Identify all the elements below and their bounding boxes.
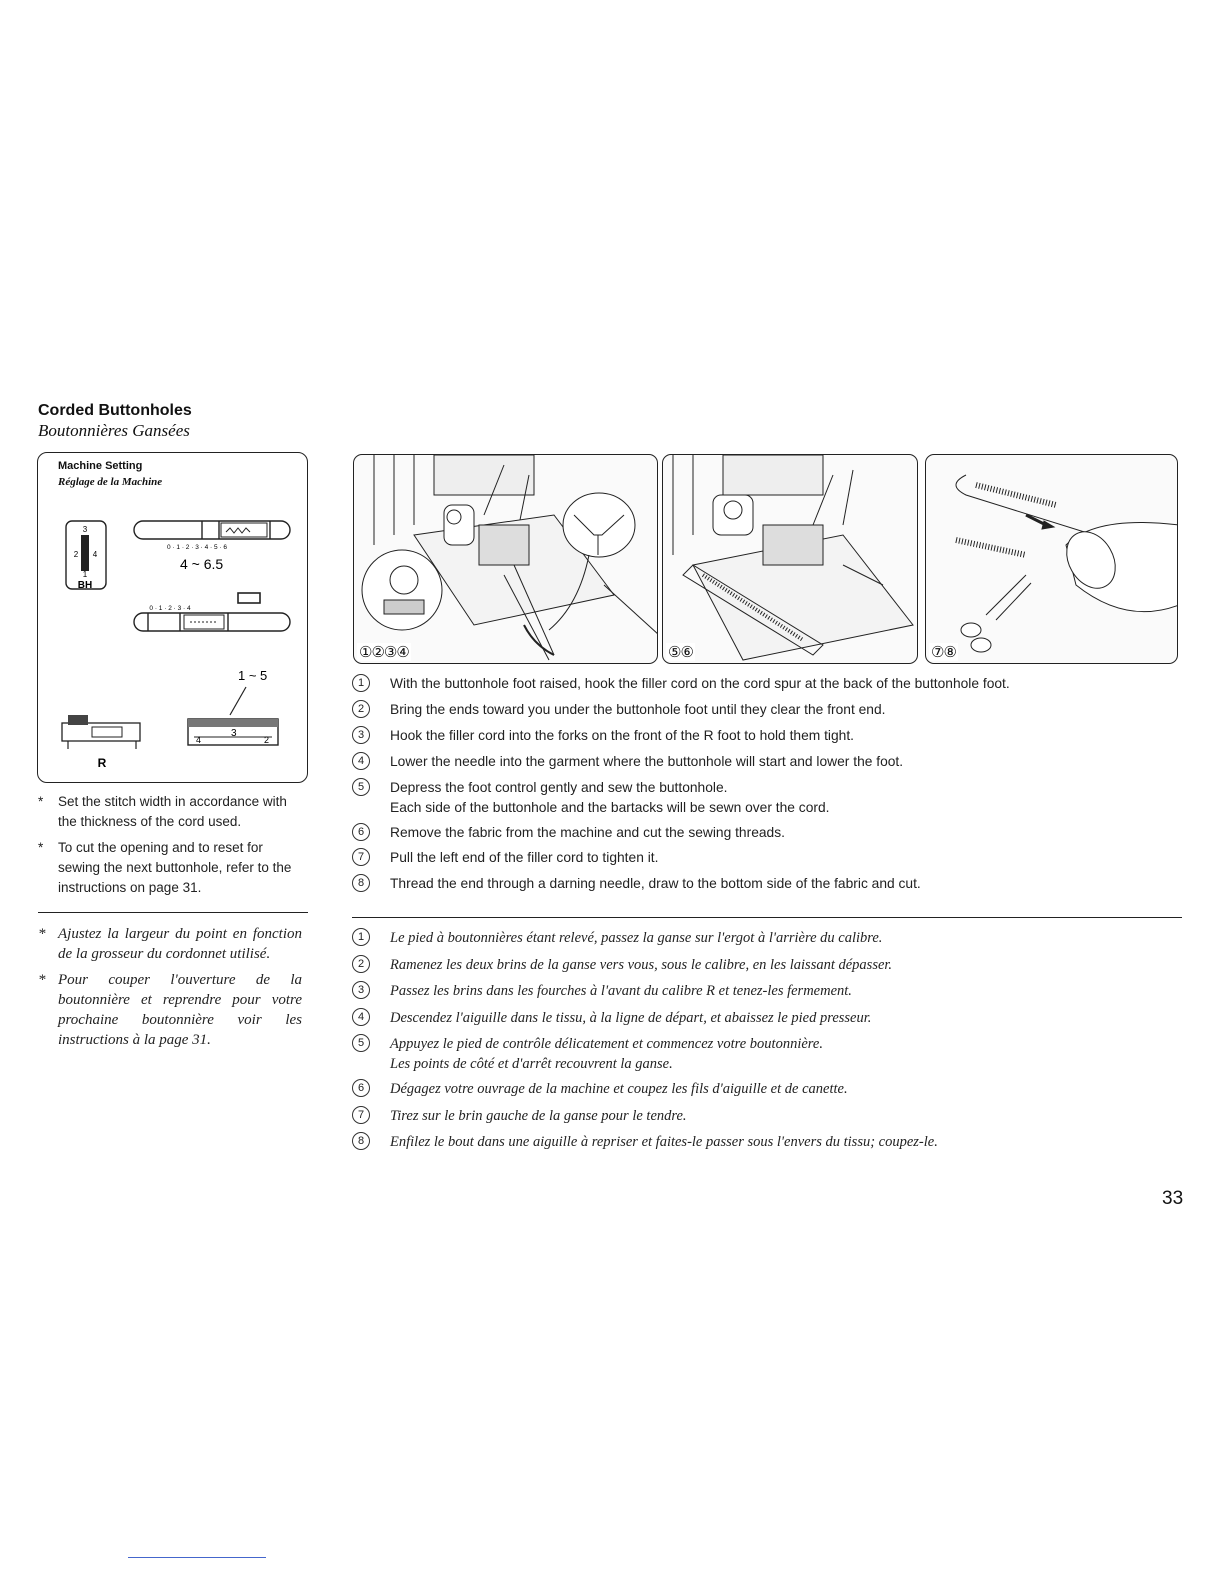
stitch-length-scale: 0 · 1 · 2 · 3 · 4 <box>149 605 191 612</box>
step-text: Thread the end through a darning needle, draw to the bottom side of the fabric and cut. <box>390 876 921 892</box>
buttonhole-symbol-icon <box>238 593 260 603</box>
note-item: * To cut the opening and to reset for sewing the next buttonhole, refer to the instructions on page 31. <box>38 838 308 898</box>
step-number: 7 <box>352 1106 370 1124</box>
step-text: Enfilez le bout dans une aiguille à repriser et faites-le passer sous l'envers du tissu; coupez-le. <box>390 1134 938 1150</box>
step-number: 5 <box>352 1034 370 1052</box>
illustration-steps-1-4 <box>353 454 658 664</box>
notes-english <box>38 792 308 904</box>
step-item <box>352 955 1182 982</box>
illustration-steps-5-6 <box>662 454 918 664</box>
step-item <box>352 778 1182 823</box>
dial-number-bottom: 1 <box>82 570 88 579</box>
tension-scale-4: 4 <box>196 735 202 745</box>
dial-number-top: 3 <box>82 525 88 534</box>
stitch-width-range: 4 ~ 6.5 <box>180 556 224 572</box>
step-number: 3 <box>352 726 370 744</box>
step-text: Dégagez votre ouvrage de la machine et coupez les fils d'aiguille et de canette. <box>390 1081 848 1097</box>
step-item <box>352 726 1182 752</box>
page-number: 33 <box>1162 1188 1184 1209</box>
step-item <box>352 700 1182 726</box>
section-title-french: Boutonnières Gansées <box>38 421 190 440</box>
stitch-width-scale: 0 · 1 · 2 · 3 · 4 · 5 · 6 <box>167 544 227 551</box>
step-item <box>352 1008 1182 1035</box>
step-text: Descendez l'aiguille dans le tissu, à la ligne de départ, et abaissez le pied presseur. <box>390 1009 872 1026</box>
tension-range: 1 ~ 5 <box>238 668 268 683</box>
step-text: Bring the ends toward you under the buttonhole foot until they clear the front end. <box>390 701 886 717</box>
step-number: 6 <box>352 1079 370 1097</box>
step-text: Pull the left end of the filler cord to tighten it. <box>390 850 659 866</box>
illustration-label: ⑤⑥ <box>668 644 693 661</box>
step-item <box>352 1079 1182 1106</box>
tension-scale-2: 2 <box>264 735 270 745</box>
cord-trimming-icon <box>926 455 1178 664</box>
machine-setting-panel <box>37 452 308 783</box>
tension-scale-3: 3 <box>231 728 237 739</box>
stitch-length-slider-icon <box>134 605 290 631</box>
buttonhole-sewing-icon <box>663 455 918 664</box>
step-item <box>352 1034 1182 1079</box>
step-item <box>352 848 1182 874</box>
step-number: 8 <box>352 874 370 892</box>
step-number: 1 <box>352 674 370 692</box>
dial-number-left: 2 <box>73 550 79 559</box>
step-text: Appuyez le pied de contrôle délicatement et commencez votre boutonnière. <box>390 1036 823 1052</box>
step-item <box>352 1106 1182 1133</box>
step-number: 5 <box>352 778 370 796</box>
step-number: 6 <box>352 823 370 841</box>
step-text: Le pied à boutonnières étant relevé, passez la ganse sur l'ergot à l'arrière du calibre. <box>390 930 883 946</box>
machine-setting-title: Machine Setting <box>58 460 143 472</box>
presser-foot-cord-icon <box>354 455 658 664</box>
step-number: 4 <box>352 752 370 770</box>
illustration-label: ①②③④ <box>359 644 409 661</box>
step-item <box>352 874 1182 900</box>
step-number: 4 <box>352 1008 370 1026</box>
step-item <box>352 1132 1182 1159</box>
footer-link-line <box>128 1557 266 1558</box>
step-item <box>352 823 1182 849</box>
illustration-steps-7-8 <box>925 454 1178 664</box>
step-text: Hook the filler cord into the forks on the front of the R foot to hold them tight. <box>390 727 854 743</box>
step-text: Ramenez les deux brins de la ganse vers vous, sous le calibre, en les laissant dépasser. <box>390 956 893 973</box>
dial-number-right: 4 <box>92 550 98 559</box>
machine-setting-title-french: Réglage de la Machine <box>58 476 163 488</box>
section-title: Corded Buttonholes <box>38 402 192 419</box>
pattern-dial-icon <box>66 521 106 591</box>
note-item: * Pour couper l'ouverture de la boutonnière et reprendre pour votre prochaine boutonnière voir les instructions à la page 31. <box>38 970 302 1050</box>
step-number: 3 <box>352 981 370 999</box>
step-item <box>352 674 1182 700</box>
step-number: 1 <box>352 928 370 946</box>
step-text: Lower the needle into the garment where the buttonhole will start and lower the foot. <box>390 753 904 769</box>
step-item <box>352 981 1182 1008</box>
step-number: 2 <box>352 700 370 718</box>
steps-french <box>352 928 1182 1159</box>
foot-label: R <box>97 756 107 770</box>
divider <box>38 912 308 913</box>
step-text: Remove the fabric from the machine and cut the sewing threads. <box>390 824 785 840</box>
note-item: * Ajustez la largeur du point en fonction de la grosseur du cordonnet utilisé. <box>38 924 302 964</box>
step-number: 7 <box>352 848 370 866</box>
step-item <box>352 752 1182 778</box>
step-text: With the buttonhole foot raised, hook the filler cord on the cord spur at the back of the buttonhole foot. <box>390 676 1010 691</box>
step-number: 8 <box>352 1132 370 1150</box>
step-text-continued: Each side of the buttonhole and the bartacks will be sewn over the cord. <box>390 799 830 815</box>
illustration-label: ⑦⑧ <box>931 644 956 661</box>
divider <box>352 917 1182 918</box>
machine-setting-diagram <box>38 453 309 784</box>
stitch-width-slider-icon <box>134 521 290 572</box>
presser-foot-r-icon <box>62 715 140 770</box>
step-text: Tirez sur le brin gauche de la ganse pour le tendre. <box>390 1107 687 1124</box>
dial-label: BH <box>77 580 93 591</box>
step-number: 2 <box>352 955 370 973</box>
tension-dial-icon <box>188 719 278 745</box>
tension-pointer <box>230 687 246 715</box>
step-text-continued: Les points de côté et d'arrêt recouvrent la ganse. <box>390 1056 673 1072</box>
step-item <box>352 928 1182 955</box>
step-text: Depress the foot control gently and sew the buttonhole. <box>390 779 728 795</box>
steps-english <box>352 674 1182 900</box>
notes-french <box>38 924 302 1056</box>
note-item: * Set the stitch width in accordance with the thickness of the cord used. <box>38 792 308 832</box>
step-text: Passez les brins dans les fourches à l'avant du calibre R et tenez-les fermement. <box>390 983 852 999</box>
